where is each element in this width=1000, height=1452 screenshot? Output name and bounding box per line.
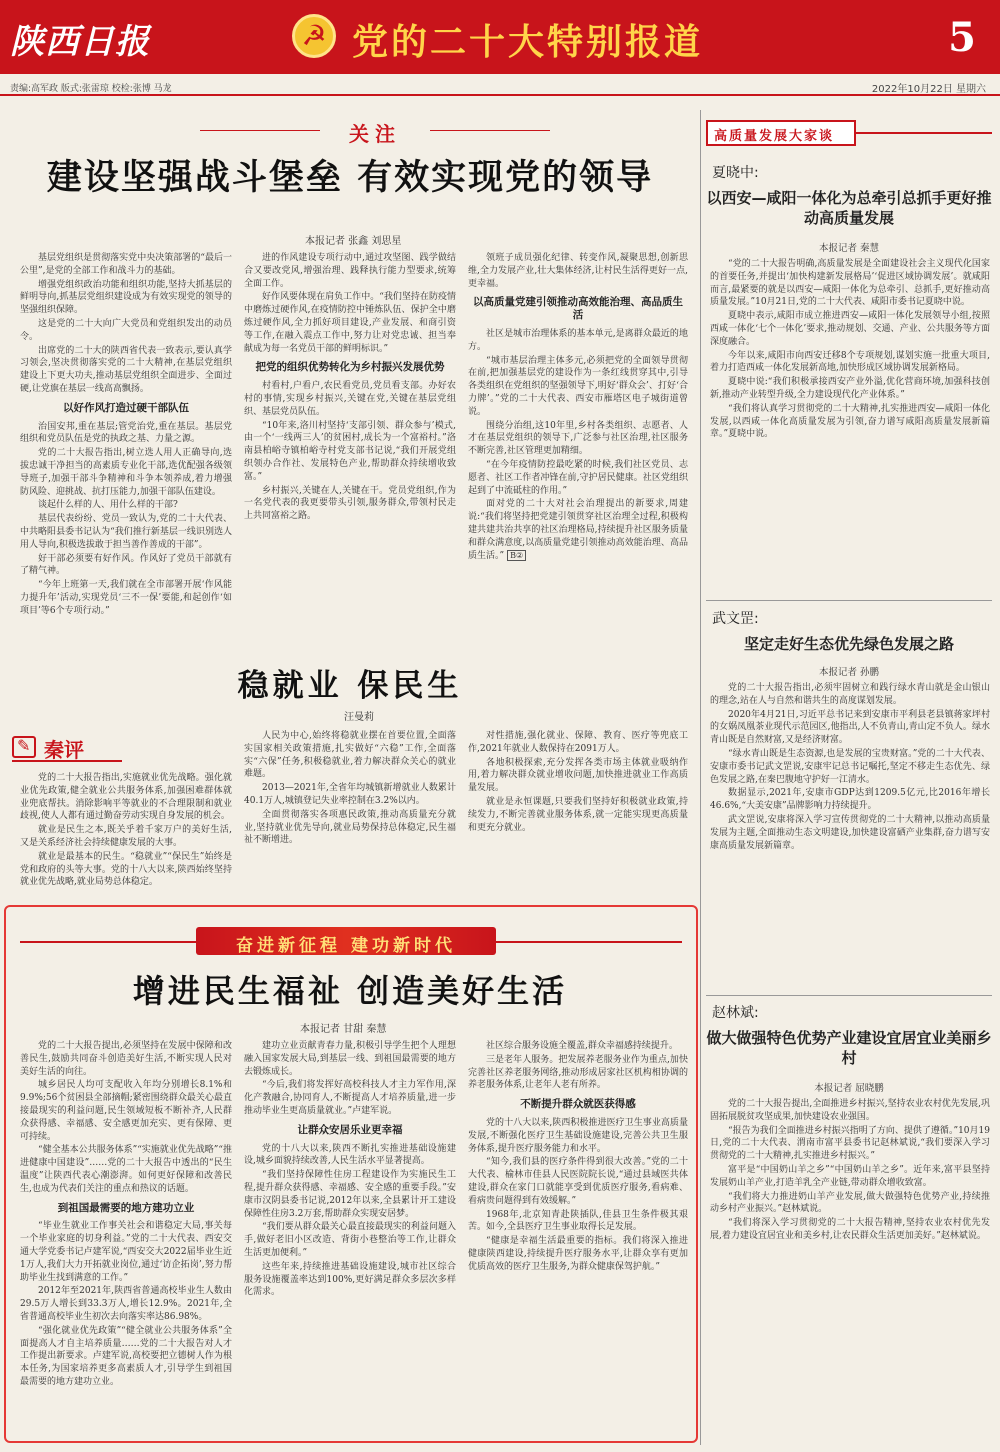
subheading: 不断提升群众就医获得感	[520, 1098, 636, 1111]
paragraph: 村看村,户看户,农民看党员,党员看支部。办好农村的事情,实现乡村振兴,关键在党,关键在基层党组织、基层党员队伍。	[244, 381, 456, 417]
interviewee-name: 武文罡:	[712, 611, 759, 627]
main-article-column-1	[20, 252, 232, 644]
special-report-title: 党的二十大特别报道	[352, 22, 704, 63]
commentary-byline: 汪曼莉	[344, 712, 374, 723]
subheading: 到祖国最需要的地方建功立业	[57, 1201, 195, 1214]
kicker-line-right	[430, 130, 550, 131]
paragraph: 党的二十大报告提出,全面推进乡村振兴,坚持农业农村优先发展,巩固拓展脱贫攻坚成果,加快建设农业强国。	[710, 1099, 990, 1122]
paragraph: 武文罡说,安康将深入学习宣传贯彻党的二十大精神,以推动高质量发展为主题,全面推动生态文明建设,加快建设富硒产业集群,奋力谱写安康高质量发展新篇章。	[710, 814, 990, 851]
right-article-title: 坚定走好生态优先绿色发展之路	[743, 635, 954, 653]
commentary-column-2	[244, 730, 456, 894]
article-divider	[706, 600, 992, 601]
right-article-body	[710, 1098, 990, 1442]
paragraph: 三是老年人服务。把发展养老服务业作为重点,加快完善社区养老服务网络,推动形成居家社区机构相协调的养老服务体系,让老年人老有所养。	[468, 1054, 688, 1091]
feature-column-2	[244, 1040, 456, 1434]
right-column-banner-text: 高质量发展大家谈	[714, 129, 835, 144]
paragraph: 富平是“中国奶山羊之乡”“中国奶山羊之乡”。近年来,富平县坚持发展奶山羊产业,打造羊乳全产业链,带动群众增收致富。	[710, 1164, 990, 1188]
main-article-column-2	[244, 252, 456, 644]
feature-banner	[196, 927, 496, 955]
banner-line-right	[496, 941, 682, 943]
paragraph: “党的二十大报告明确,高质量发展是全面建设社会主义现代化国家的首要任务,并提出‘加快构建新发展格局’‘促进区域协调发展’。就咸阳而言,最紧要的就是以西安—咸阳一体化为总牵引、总抓手,更好推动高质量发展。”10月21日,党的二十大代表、咸阳市委书记夏晓中说。	[710, 259, 990, 308]
paragraph: 党的二十大报告指出,树立选人用人正确导向,选拔忠诚干净担当的高素质专业化干部,选优配强各级领导班子,加强干部斗争精神和斗争本领养成,着力增强防风险、迎挑战、抗打压能力,加强干部队伍建设。	[20, 448, 232, 497]
commentary-label: 秦评	[44, 738, 84, 762]
feature-byline: 本报记者 甘甜 秦慧	[300, 1024, 387, 1035]
right-article-byline: 本报记者 屈晓鹏	[814, 1083, 884, 1094]
paragraph: “绿水青山既是生态资源,也是发展的宝贵财富。”党的二十大代表、安康市委书记武文罡说,安康牢记总书记嘱托,坚定不移走生态优先、绿色发展之路,在秦巴腹地守护好一江清水。	[710, 748, 990, 785]
paragraph: “10年来,洛川村坚持‘支部引领、群众参与’模式,由一个‘一线两三人’的贫困村,成长为一个富裕村。”洛南县柏峪寺镇柏峪寺村党支部书记说,“我们开展党组织领办合作社、发展特色产业,帮助群众持续增收致富。”	[244, 420, 456, 482]
end-mark: B②	[507, 550, 526, 561]
feature-column-3	[468, 1040, 688, 1434]
interviewee-name: 赵林斌:	[712, 1005, 759, 1021]
paragraph: 就业是最基本的民生。“稳就业”“保民生”始终是党和政府的头等大事。党的十八大以来,陕西始终坚持就业优先战略,就业局势总体稳定。	[20, 851, 232, 888]
paragraph: 城乡居民人均可支配收入年均分别增长8.1%和9.9%;56个贫困县全部摘帽;紧密围绕群众最关心最直接最现实的利益问题,民生领域短板不断补齐,人民群众获得感、幸福感、安全感更加充实、更有保障、更可持续。	[20, 1080, 232, 1142]
paragraph: 数据显示,2021年,安康市GDP达到1209.5亿元,比2016年增长46.6%,“大美安康”品牌影响力持续提升。	[710, 788, 990, 812]
paragraph: “我们要从群众最关心最直接最现实的利益问题入手,做好老旧小区改造、背街小巷整治等工作,让群众生活更加便利。”	[244, 1222, 456, 1258]
newspaper-logo: 陕西日报	[10, 22, 150, 62]
article-divider	[706, 995, 992, 996]
paragraph: “今年上班第一天,我们就在全市部署开展‘作风能力提升年’活动,实现党员‘三不一保’要能,和起创作‘如项目’等6个专项行动。”	[20, 580, 232, 616]
paragraph: “毕业生就业工作事关社会和谐稳定大局,事关每一个毕业家庭的切身利益。”党的二十大代表、西安交通大学党委书记卢建军说,“西安交大2022届毕业生近1万人,我们大力开拓就业岗位,通过‘访企拓岗’,努力帮助毕业生找到满意的工作。”	[20, 1221, 232, 1283]
subheading: 以高质量党建引领推动高效能治理、高品质生活	[473, 296, 683, 322]
main-headline: 建设坚强战斗堡垒 有效实现党的领导	[46, 158, 654, 198]
paragraph: 党的十八大以来,陕西不断扎实推进基础设施建设,城乡面貌持续改善,人民生活水平显著提高。	[244, 1143, 456, 1167]
right-column-banner-line	[856, 132, 992, 134]
subheading: 让群众安居乐业更幸福	[297, 1123, 403, 1136]
paragraph-text: 面对党的二十大对社会治理提出的新要求,周建说:“我们将坚持把党建引领贯穿社区治理全过程,积极构建共建共治共享的社区治理格局,持续提升社区服务质量和群众满意度,以高质量党建引领推动高效能治理、高品质生活。”	[468, 499, 688, 561]
right-column-banner	[706, 120, 992, 146]
paragraph: “健康是幸福生活最重要的指标。我们将深入推进健康陕西建设,持续提升医疗服务水平,让群众享有更加优质高效的医疗卫生服务,为群众健康保驾护航。”	[468, 1236, 688, 1272]
paragraph: 这些年来,持续推进基础设施建设,城市社区综合服务设施覆盖率达到100%,更好满足群众多层次多样化需求。	[244, 1261, 456, 1298]
paragraph: 进的作风建设专项行动中,通过攻坚图、践学做结合又要改党风,增强治理、践释执行能力型要求,统筹全面工作。	[244, 253, 456, 289]
commentary-headline: 稳就业 保民生	[237, 668, 463, 704]
paragraph: 建功立业贡献青春力量,积极引导学生把个人理想融入国家发展大局,到基层一线、到祖国最需要的地方去锻炼成长。	[244, 1041, 456, 1077]
kicker	[200, 118, 550, 146]
feature-headline: 增进民生福祉 创造美好生活	[132, 972, 568, 1010]
feature-banner-text: 奋进新征程 建功新时代	[236, 936, 456, 956]
party-emblem-icon	[292, 14, 336, 58]
paragraph: 2012年至2021年,陕西省普通高校毕业生人数由29.5万人增长到33.3万人,增长12.9%。2021年,全省普通高校毕业生初次去向落实率达86.98%。	[20, 1286, 232, 1322]
paragraph: “我们将认真学习贯彻党的二十大精神,扎实推进西安—咸阳一体化发展,以西咸一体化高质量发展为引领,奋力谱写咸阳高质量发展新篇章。”夏晓中说。	[710, 403, 990, 440]
paragraph: “我们坚持保障性住房工程建设作为实施民生工程,提升群众获得感、幸福感、安全感的重要手段。”安康市汉阴县委书记说,2012年以来,全县累计开工建设保障性住房3.2万套,帮助群众实现安居梦。	[244, 1170, 456, 1219]
kicker-label: 关注	[349, 122, 401, 146]
subheading: 以好作风打造过硬干部队伍	[63, 401, 189, 414]
paragraph: 领班子成员强化纪律、转变作风,凝聚思想,创新思维,全力发展产业,壮大集体经济,让村民生活得更好一点,更幸福。	[468, 253, 688, 289]
paragraph: “今后,我们将发挥好高校科技人才主力军作用,深化产教融合,协同育人,不断提高人才培养质量,进一步推动毕业生更高质量就业。”卢建军说。	[244, 1080, 456, 1116]
column-divider	[700, 110, 701, 1445]
meta-bar	[0, 76, 1000, 96]
paragraph: 社区综合服务设施全覆盖,群众幸福感持续提升。	[486, 1041, 678, 1051]
paragraph: “强化就业优先政策”“健全就业公共服务体系”全面提高人才自主培养质量……党的二十大报告对人才工作提出新要求。卢建军说,高校要把立德树人作为根本任务,为国家培养更多高素质人才,引导学生到祖国最需要的地方建功立业。	[20, 1325, 232, 1387]
paragraph: 党的二十大报告指出,必须牢固树立和践行绿水青山就是金山银山的理念,站在人与自然和谐共生的高度谋划发展。	[710, 683, 990, 706]
feature-column-1	[20, 1040, 232, 1434]
pen-icon	[12, 736, 36, 758]
paragraph: 谈起什么样的人、用什么样的干部?	[38, 500, 178, 511]
paragraph: “报告为我们全面推进乡村振兴指明了方向、提供了遵循。”10月19日,党的二十大代表、渭南市富平县委书记赵林斌说,“我们要深入学习贯彻党的二十大精神,扎实推进乡村振兴。”	[710, 1125, 990, 1162]
paragraph: 社区是城市治理体系的基本单元,是离群众最近的地方。	[468, 328, 688, 352]
right-column-banner-box	[706, 120, 856, 146]
paragraph: 党的二十大报告指出,实施就业优先战略。强化就业优先政策,健全就业公共服务体系,加强困难群体就业兜底帮扶。消除影响平等就业的不合理限制和就业歧视,使人人都有通过勤奋劳动实现自身发展的机会。	[20, 773, 232, 822]
paragraph: “城市基层治理主体多元,必须把党的全面领导贯彻在前,把加强基层党的建设作为一条红线贯穿其中,引导各类组织在党组织的坚强领导下,明好‘群众会’、打好‘合力牌’。”党的二十大代表、西安市雁塔区电子城街道曾说。	[468, 355, 688, 417]
paragraph: 治国安邦,重在基层;管党治党,重在基层。基层党组织和党员队伍是党的执政之基、力量之源。	[20, 421, 232, 445]
right-article-byline: 本报记者 孙鹏	[818, 667, 880, 678]
interviewee-name: 夏晓中:	[712, 165, 759, 181]
paragraph: 基层党组织是贯彻落实党中央决策部署的“最后一公里”,是党的全部工作和战斗力的基础。	[20, 253, 232, 276]
main-article-column-3	[468, 252, 688, 644]
paragraph: 2013—2021年,全省年均城镇新增就业人数累计40.1万人,城镇登记失业率控制在3.2%以内。	[244, 783, 456, 806]
subheading: 把党的组织优势转化为乡村振兴发展优势	[255, 361, 445, 374]
right-article-body	[710, 682, 990, 986]
paragraph: “在今年疫情防控最吃紧的时候,我们社区党员、志愿者、社区工作者冲锋在前,守护居民健康。社区党组织起到了中流砥柱的作用。”	[468, 459, 688, 496]
paragraph: 增强党组织政治功能和组织功能,坚持大抓基层的鲜明导向,抓基层党组织建设成为有效实现党的领导的坚强组织保障。	[20, 279, 232, 316]
paragraph: 今年以来,咸阳市向西安迁移8个专项规划,谋划实施一批重大项目,着力打造西咸一体化发展新高地,加快形成区域协调发展新格局。	[710, 350, 990, 374]
paragraph-text: 就业是永恒课题,只要我们坚持好积极就业政策,持续发力,不断完善就业服务体系,就一定能实现更高质量和更充分就业。	[468, 796, 688, 833]
paragraph: “知今,我们县的医疗条件得到很大改善。”党的二十大代表、榆林市佳县人民医院院长说,“通过县域医共体建设,群众在家门口就能享受到优质医疗服务,看病难、看病贵问题得到有效缓解。”	[468, 1157, 688, 1206]
paragraph: 党的十八大以来,陕西积极推进医疗卫生事业高质量发展,不断强化医疗卫生基础设施建设,完善公共卫生服务体系,提升医疗服务能力和水平。	[468, 1117, 688, 1154]
paragraph: 各地积极探索,充分发挥各类市场主体就业吸纳作用,着力解决群众就业增收问题,加快推进就业工作高质量发展。	[468, 757, 688, 794]
paragraph: 基层代表纷纷、党员一致认为,党的二十大代表、中共略阳县委书记认为“我们推行新基层一线识别选人用人导向,积极选拔敢于担当善作善成的干部”。	[20, 514, 232, 550]
editors-credit: 责编:高军政 版式:张雷琼 校检:张博 马龙	[10, 84, 172, 94]
banner-line-left	[20, 941, 196, 943]
issue-date: 2022年10月22日 星期六	[871, 84, 986, 95]
paragraph: 2020年4月21日,习近平总书记来到安康市平利县老县镇蒋家坪村的女娲凤凰茶业现代示范园区,他指出,人不负青山,青山定不负人。绿水青山既是自然财富,又是经济财富。	[710, 709, 990, 746]
commentary-column-1	[20, 772, 232, 894]
paragraph: “我们将大力推进奶山羊产业发展,做大做强特色优势产业,持续推动乡村产业振兴。”赵林斌说。	[710, 1191, 990, 1215]
paragraph: 党的二十大报告提出,必须坚持在发展中保障和改善民生,鼓励共同奋斗创造美好生活,不断实现人民对美好生活的向往。	[20, 1041, 232, 1077]
paragraph: 夏晓中表示,咸阳市成立推进西安—咸阳一体化发展领导小组,按照西咸一体化‘七个一体化’要求,推动规划、交通、产业、公共服务等方面深度融合。	[710, 311, 990, 347]
right-article-title: 以西安—咸阳一体化为总牵引总抓手更好推动高质量发展	[706, 189, 992, 227]
commentary-badge	[12, 734, 122, 762]
right-article-body	[710, 258, 990, 592]
paragraph	[468, 498, 688, 562]
paragraph: 就业是民生之本,既关乎着千家万户的美好生活,又是关系经济社会持续健康发展的大事。	[20, 825, 232, 848]
paragraph: “健全基本公共服务体系”“实施就业优先战略”“推进健康中国建设”……党的二十大报告中透出的“民生温度”让陕西代表心潮澎湃。如何更好保障和改善民生,也成为代表们关注的重点和热议的话题。	[20, 1145, 232, 1194]
paragraph: 对性措施,强化就业、保障、教育、医疗等兜底工作,2021年就业人数保持在2091万人。	[468, 731, 688, 754]
page-number: 5	[948, 14, 976, 61]
paragraph: 全面贯彻落实各项惠民政策,推动高质量充分就业,坚持就业优先导向,就业局势保持总体稳定,民生福祉不断增进。	[244, 809, 456, 846]
paragraph: 出席党的二十大的陕西省代表一致表示,要认真学习领会,坚决贯彻落实党的二十大精神,在基层党组织建设上下更大功夫,推动基层党组织全面进步、全面过硬,让党旗在基层一线高高飘扬。	[20, 345, 232, 394]
right-article-byline: 本报记者 秦慧	[818, 243, 880, 254]
paragraph: “我们将深入学习贯彻党的二十大报告精神,坚持农业农村优先发展,着力建设宜居宜业和美乡村,让农民群众生活更加美好。”赵林斌说。	[710, 1218, 990, 1241]
right-article-title: 做大做强特色优势产业建设宜居宜业美丽乡村	[706, 1029, 992, 1067]
masthead	[0, 0, 1000, 74]
paragraph: 乡村振兴,关键在人,关键在干。党员党组织,作为一名党代表的我更要带头引领,服务群众,带领村民走上共同富裕之路。	[244, 485, 456, 522]
paragraph: 围绕分治组,这10年里,乡村各类组织、志愿者、人才在基层党组织的领导下,广泛参与社区治理,社区服务不断完善,社区管理更加精细。	[468, 420, 688, 457]
paragraph: 1968年,北京知青赴陕插队,佳县卫生条件极其艰苦。如今,全县医疗卫生事业取得长足发展。	[468, 1209, 688, 1233]
paragraph: 夏晓中说:“我们积极承接西安产业外溢,优化营商环境,加强科技创新,推动产业转型升级,全力建设现代化产业体系。”	[710, 377, 990, 400]
paragraph: 人民为中心,始终将稳就业摆在首要位置,全面落实国家相关政策措施,扎实做好“六稳”工作,全面落实“六保”任务,积极稳就业,着力解决群众关心的就业难题。	[244, 731, 456, 780]
paragraph: 好干部必须要有好作风。作风好了党员干部就有了精气神。	[20, 553, 232, 577]
paragraph	[468, 796, 688, 834]
paragraph: 好作风要体现在肩负工作中。“我们坚持在防疫情中磨炼过硬作风,在疫情防控中锤炼队伍、保护全中磨炼过硬作风,全力抓好项目建设,产业发展、和商引资等工作,在融入震点工作中,努力让对党忠诚、担当奉献成为每一名党员干部的鲜明标识。”	[244, 292, 456, 354]
paragraph: 这是党的二十大向广大党员和党组织发出的动员令。	[20, 318, 232, 342]
main-byline: 本报记者 张鑫 刘思星	[305, 236, 402, 247]
commentary-column-3	[468, 730, 688, 894]
